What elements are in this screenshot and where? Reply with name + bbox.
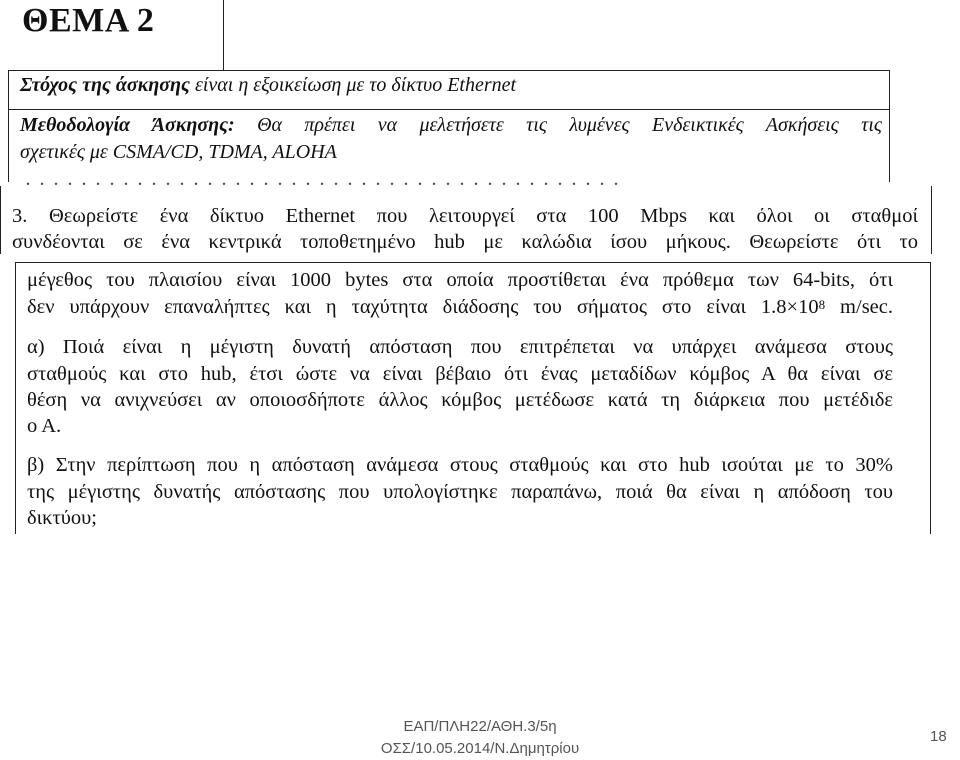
footer-line-2: ΟΣΣ/10.05.2014/Ν.Δημητρίου — [380, 740, 580, 757]
page-number: 18 — [930, 728, 947, 745]
question-line-3: μέγεθος του πλαισίου είναι 1000 bytes στα οποία προστίθεται ένα πρόθεμα των 64-bits, ότι — [27, 269, 893, 291]
question-line-1: 3. Θεωρείστε ένα δίκτυο Ethernet που λειτουργεί στα 100 Mbps και όλοι οι σταθμοί — [12, 205, 918, 227]
methodology-text-1: Θα πρέπει να μελετήσετε τις λυμένες Ενδεικτικές Ασκήσεις τις — [234, 114, 883, 136]
part-a-line-2: σταθμούς και στο hub, έτσι ώστε να είναι βέβαιο ότι ένας μεταδίδων κόμβος Α θα είναι σε — [27, 363, 893, 385]
part-a-line-1: α) Ποιά είναι η μέγιστη δυνατή απόσταση που επιτρέπεται να υπάρχει ανάμεσα στους — [27, 336, 893, 358]
part-a-line-3: θέση να ανιχνεύσει αν οποιοσδήποτε άλλος κόμβος μετέδωσε κατά τη διάρκεια που μετέδιδε — [27, 389, 893, 411]
part-b-line-3: δικτύου; — [27, 507, 97, 529]
page-title: ΘΕΜΑ 2 — [22, 2, 155, 39]
part-b-line-2: της μέγιστης δυνατής απόστασης που υπολογίστηκε παραπάνω, ποιά θα είναι η απόδοση του — [27, 481, 893, 503]
cut-text-fragment: . . . . . . . . . . . . . . . . . . . . . . . . . . . . . . . . . . . . . . . . . . . — [26, 168, 621, 190]
goal-label: Στόχος της άσκησης — [20, 74, 190, 96]
goal-text: είναι η εξοικείωση με το δίκτυο Ethernet — [189, 74, 517, 96]
methodology-label: Μεθοδολογία Άσκησης: — [20, 114, 235, 136]
methodology-line-2: σχετικές με CSMA/CD, TDMA, ALOHA — [20, 141, 337, 163]
part-b-line-1: β) Στην περίπτωση που η απόσταση ανάμεσα στους σταθμούς και στο hub ισούται με το 30% — [27, 454, 893, 476]
goal-line — [20, 74, 516, 97]
footer-line-1: ΕΑΠ/ΠΛΗ22/ΑΘΗ.3/5η — [403, 718, 557, 735]
slide-footer — [330, 716, 630, 760]
question-line-2: συνδέονται σε ένα κεντρικά τοποθετημένο hub με καλώδια ίσου μήκους. Θεωρείστε ότι το — [12, 231, 918, 253]
methodology-line-1 — [20, 114, 882, 137]
part-a-line-4: ο Α. — [27, 415, 62, 437]
question-line-4: δεν υπάρχουν επαναλήπτες και η ταχύτητα διάδοσης του σήματος στο είναι $1.8\times 10^8$ m/sec. — [27, 296, 893, 318]
